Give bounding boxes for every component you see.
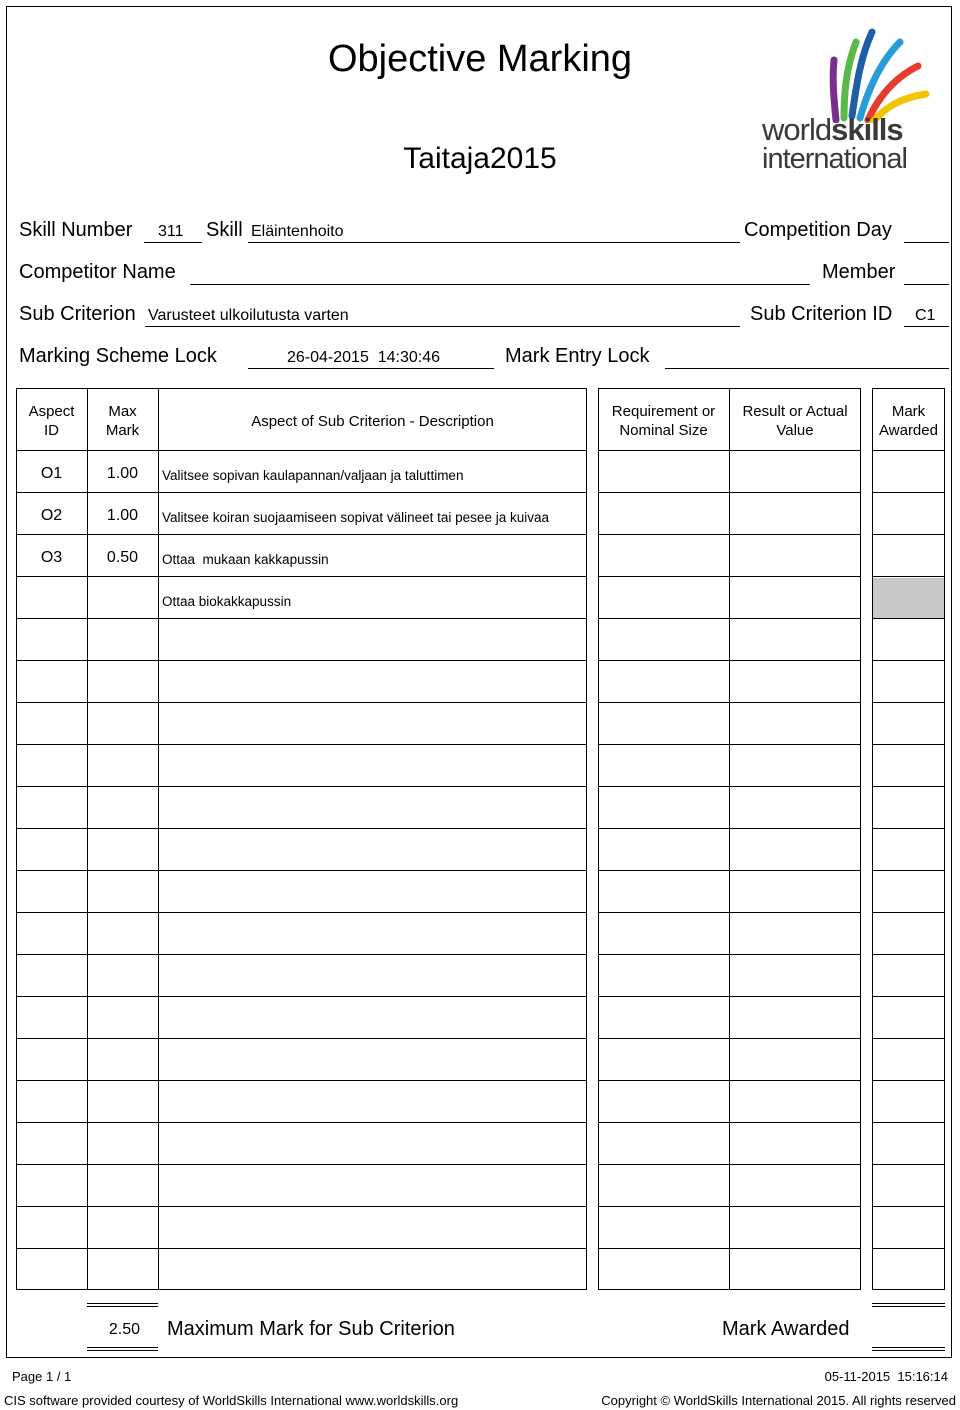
mark-entry-lock-label: Mark Entry Lock (505, 345, 650, 367)
table-row-line (598, 576, 861, 577)
logo-text-international: international (762, 143, 907, 175)
row-3-max-mark: 0.50 (106, 549, 139, 566)
table-row-line (598, 534, 861, 535)
table-row-line (598, 450, 861, 451)
row-3-description: Ottaa mukaan kakkapussin (162, 552, 329, 567)
page-number: Page 1 / 1 (12, 1369, 72, 1384)
sub-criterion-id-value: C1 (915, 307, 936, 324)
table-row-line (16, 450, 587, 451)
table-row-line (598, 618, 861, 619)
table-row-line (872, 702, 945, 703)
table-row-line (16, 744, 587, 745)
table-row-line (872, 912, 945, 913)
skill-line (248, 242, 740, 243)
table-row-line (16, 1122, 587, 1123)
table-row-line (872, 660, 945, 661)
print-datetime: 05-11-2015 15:16:14 (824, 1369, 948, 1384)
table-row-line (16, 1248, 587, 1249)
total-top-rule (87, 1303, 158, 1307)
table-row-line (16, 1164, 587, 1165)
total-bottom-rule (87, 1347, 158, 1351)
table-row-line (598, 828, 861, 829)
table-row-line (16, 534, 587, 535)
competition-day-field[interactable] (904, 242, 949, 243)
competition-day-label: Competition Day (744, 219, 892, 241)
table-row-line (872, 828, 945, 829)
header-description: Aspect of Sub Criterion - Description (251, 413, 494, 430)
table-row-line (16, 576, 587, 577)
table-row-line (598, 702, 861, 703)
header-max-mark: Max Mark (105, 403, 140, 439)
event-name: Taitaja2015 (403, 142, 557, 175)
table-row-line (598, 996, 861, 997)
table-row-line (16, 702, 587, 703)
header-mark-awarded: Mark Awarded (879, 403, 938, 439)
table-row-line (16, 870, 587, 871)
total-max-mark: 2.50 (108, 1321, 140, 1338)
mark-awarded-label: Mark Awarded (722, 1318, 850, 1340)
table-row-line (598, 660, 861, 661)
skill-value: Eläintenhoito (251, 223, 344, 240)
row-1-max-mark: 1.00 (106, 465, 139, 482)
table-row-line (872, 1122, 945, 1123)
row-4-description: Ottaa biokakkapussin (162, 594, 292, 609)
table-row-line (16, 954, 587, 955)
table-row-line (872, 1080, 945, 1081)
table-row-line (16, 1080, 587, 1081)
table-row-line (16, 912, 587, 913)
table-row-line (598, 492, 861, 493)
worldskills-logo (760, 28, 930, 178)
table-row-line (16, 828, 587, 829)
member-field[interactable] (904, 284, 949, 285)
table-row-line (598, 870, 861, 871)
table-row-line (872, 618, 945, 619)
member-label: Member (822, 261, 896, 283)
table-row-line (872, 450, 945, 451)
page-title: Objective Marking (327, 38, 633, 80)
table-row-line (598, 1122, 861, 1123)
awarded-bottom-rule[interactable] (872, 1347, 945, 1351)
table-row-line (872, 492, 945, 493)
competitor-name-label: Competitor Name (19, 261, 176, 283)
logo-mark-icon (760, 28, 930, 123)
row-2-description: Valitsee koiran suojaamiseen sopivat välineet tai pesee ja kuivaa (162, 510, 549, 525)
table-row-line (872, 1206, 945, 1207)
table-row-line (598, 1080, 861, 1081)
table-row-line (598, 744, 861, 745)
mark-awarded-column (872, 388, 945, 1290)
header-aspect-id: Aspect ID (28, 403, 75, 439)
competitor-name-field[interactable] (190, 284, 810, 285)
logo-text-skills: skills (831, 112, 903, 147)
awarded-top-rule (872, 1303, 945, 1307)
table-row-line (872, 954, 945, 955)
table-row-line (598, 1164, 861, 1165)
maximum-mark-label: Maximum Mark for Sub Criterion (167, 1318, 455, 1340)
logo-text-world: world (762, 112, 832, 147)
table-row-line (872, 1038, 945, 1039)
table-row-line (872, 576, 945, 577)
sub-criterion-id-line (904, 326, 949, 327)
credit-text: CIS software provided courtesy of WorldSkills International www.worldskills.org (4, 1393, 459, 1408)
row-3-aspect-id: O3 (40, 549, 63, 566)
table-row-line (16, 1206, 587, 1207)
row-1-aspect-id: O1 (40, 465, 63, 482)
marking-scheme-lock-line (248, 368, 494, 369)
row-2-aspect-id: O2 (40, 507, 63, 524)
skill-number-value: 311 (158, 223, 184, 240)
sub-criterion-line (145, 326, 740, 327)
table-row-line (598, 912, 861, 913)
table-row-line (16, 1038, 587, 1039)
skill-label: Skill (206, 219, 243, 241)
header-result: Result or Actual Value (742, 403, 848, 439)
table-row-line (872, 744, 945, 745)
marking-scheme-lock-label: Marking Scheme Lock (19, 345, 217, 367)
table-row-line (16, 996, 587, 997)
table-row-line (16, 786, 587, 787)
table-row-line (16, 660, 587, 661)
mark-entry-lock-field[interactable] (665, 368, 949, 369)
col-divider-max (158, 388, 159, 1290)
skill-number-line (144, 242, 202, 243)
table-row-line (598, 786, 861, 787)
table-row-line (872, 870, 945, 871)
marking-scheme-lock-value: 26-04-2015 14:30:46 (287, 349, 441, 366)
table-row-line (872, 1164, 945, 1165)
table-row-line (598, 1248, 861, 1249)
table-row-line (598, 1206, 861, 1207)
table-row-line (872, 996, 945, 997)
sub-criterion-id-label: Sub Criterion ID (750, 303, 893, 325)
header-requirement: Requirement or Nominal Size (611, 403, 716, 439)
sub-criterion-value: Varusteet ulkoilutusta varten (148, 307, 349, 324)
sub-criterion-label: Sub Criterion (19, 303, 136, 325)
col-divider-result (729, 388, 730, 1290)
row-1-description: Valitsee sopivan kaulapannan/valjaan ja taluttimen (162, 468, 464, 483)
table-row-line (598, 954, 861, 955)
skill-number-label: Skill Number (19, 219, 133, 241)
mark-awarded-disabled-cell (873, 578, 944, 619)
table-row-line (872, 1248, 945, 1249)
table-row-line (872, 786, 945, 787)
table-row-line (16, 492, 587, 493)
row-2-max-mark: 1.00 (106, 507, 139, 524)
table-row-line (598, 1038, 861, 1039)
table-row-line (16, 618, 587, 619)
copyright-text: Copyright © WorldSkills International 2015. All rights reserved (601, 1393, 956, 1408)
table-row-line (872, 534, 945, 535)
